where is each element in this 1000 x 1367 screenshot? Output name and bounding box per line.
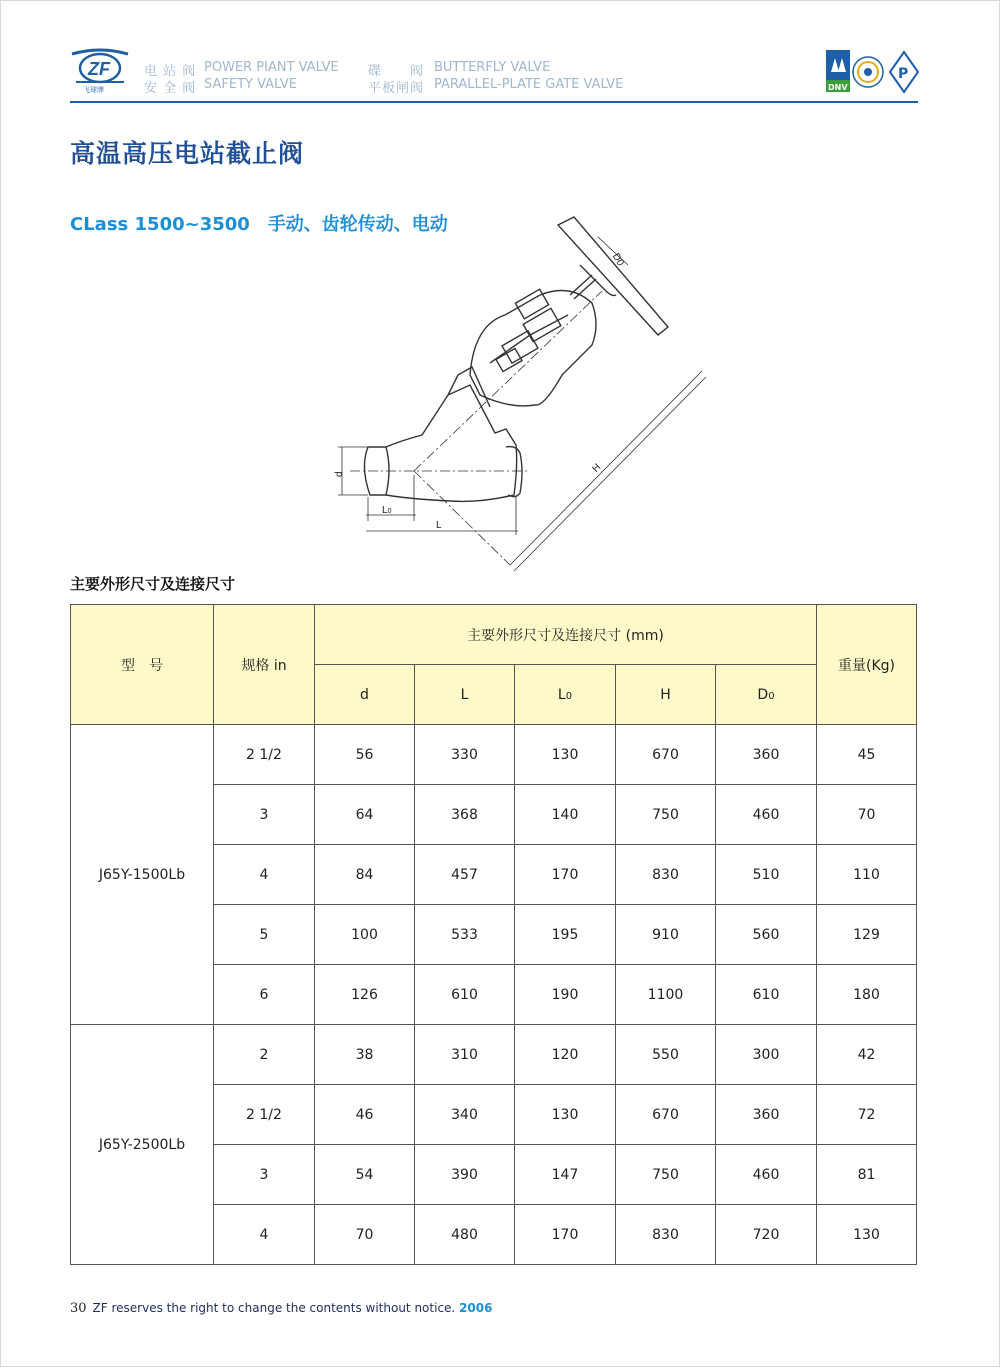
dimension-lines — [338, 237, 706, 571]
table-body — [71, 725, 917, 1265]
header-cn-gate: 平板闸阀 — [368, 81, 425, 96]
model-cell: J65Y-2500Lb — [71, 1025, 214, 1265]
dimension-table — [70, 604, 917, 1265]
header-dimensions-group: 主要外形尺寸及连接尺寸 (mm) — [315, 605, 817, 665]
api-monogram-logo — [890, 52, 918, 92]
certification-logos — [826, 48, 920, 96]
header-en-gate: PARALLEL-PLATE GATE VALVE — [434, 77, 624, 92]
valve-drawing — [330, 195, 730, 580]
page-title: 高温高压电站截止阀 — [70, 139, 305, 168]
cell-d: 56 — [315, 725, 415, 785]
svg-text:ZF: ZF — [88, 59, 110, 79]
cell-d0: 720 — [716, 1205, 817, 1265]
table-section-title: 主要外形尺寸及连接尺寸 — [70, 575, 236, 593]
header-weight: 重量(Kg) — [817, 605, 917, 725]
label-h: H — [590, 461, 604, 475]
cell-size: 4 — [214, 1205, 315, 1265]
cell-l: 340 — [415, 1085, 515, 1145]
cell-h: 750 — [616, 785, 716, 845]
page-number: 30 — [70, 1301, 87, 1316]
cell-weight: 180 — [817, 965, 917, 1025]
cell-d: 70 — [315, 1205, 415, 1265]
cell-size: 2 — [214, 1025, 315, 1085]
header-l: L — [415, 665, 515, 725]
header-en-butterfly: BUTTERFLY VALVE — [434, 60, 551, 75]
cell-weight: 81 — [817, 1145, 917, 1205]
cell-weight: 45 — [817, 725, 917, 785]
logo-brand-text: 飞球牌 — [83, 86, 104, 94]
cell-weight: 129 — [817, 905, 917, 965]
cell-h: 830 — [616, 1205, 716, 1265]
cell-d: 46 — [315, 1085, 415, 1145]
cell-l: 310 — [415, 1025, 515, 1085]
cell-h: 830 — [616, 845, 716, 905]
center-lines — [350, 291, 602, 565]
pressure-class: CLass 1500~3500 — [70, 214, 250, 235]
cell-d0: 510 — [716, 845, 817, 905]
header-model: 型 号 — [71, 605, 214, 725]
footer-year: 2006 — [459, 1301, 493, 1315]
cell-h: 750 — [616, 1145, 716, 1205]
label-d0: D0 — [609, 251, 626, 269]
label-l0: L0 — [382, 505, 392, 516]
cell-d: 100 — [315, 905, 415, 965]
cell-l0: 140 — [515, 785, 616, 845]
cell-weight: 72 — [817, 1085, 917, 1145]
cell-d: 38 — [315, 1025, 415, 1085]
header-cn-safety: 安 全 阀 — [144, 81, 197, 96]
header-d: d — [315, 665, 415, 725]
cell-weight: 110 — [817, 845, 917, 905]
cell-d0: 560 — [716, 905, 817, 965]
cell-l: 368 — [415, 785, 515, 845]
cell-l0: 130 — [515, 1085, 616, 1145]
cell-d0: 360 — [716, 1085, 817, 1145]
cell-d: 54 — [315, 1145, 415, 1205]
cell-size: 4 — [214, 845, 315, 905]
table-row — [71, 1025, 917, 1085]
cell-size: 3 — [214, 785, 315, 845]
cell-size: 2 1/2 — [214, 1085, 315, 1145]
cell-l0: 170 — [515, 845, 616, 905]
cell-l0: 120 — [515, 1025, 616, 1085]
cell-d0: 360 — [716, 725, 817, 785]
cell-h: 910 — [616, 905, 716, 965]
cell-weight: 70 — [817, 785, 917, 845]
cell-h: 550 — [616, 1025, 716, 1085]
header-l0: L0 — [515, 665, 616, 725]
cell-d0: 460 — [716, 1145, 817, 1205]
header-cn-power: 电 站 阀 — [144, 64, 197, 79]
cell-l0: 190 — [515, 965, 616, 1025]
cell-l0: 147 — [515, 1145, 616, 1205]
zf-logo — [70, 44, 130, 94]
cell-l0: 130 — [515, 725, 616, 785]
svg-text:P: P — [898, 66, 909, 82]
header-h: H — [616, 665, 716, 725]
cell-l0: 170 — [515, 1205, 616, 1265]
cell-l: 610 — [415, 965, 515, 1025]
cell-l: 533 — [415, 905, 515, 965]
header-d0: D0 — [716, 665, 817, 725]
header-rule — [70, 101, 918, 103]
cell-size: 5 — [214, 905, 315, 965]
table-row — [71, 725, 917, 785]
label-l: L — [436, 520, 442, 531]
certification-seal — [853, 57, 883, 87]
label-d: d — [334, 471, 345, 477]
cell-l: 390 — [415, 1145, 515, 1205]
cell-d0: 460 — [716, 785, 817, 845]
cell-d: 84 — [315, 845, 415, 905]
model-cell: J65Y-1500Lb — [71, 725, 214, 1025]
cell-l: 330 — [415, 725, 515, 785]
footer-notice: ZF reserves the right to change the contents without notice. — [92, 1301, 456, 1315]
cell-l: 480 — [415, 1205, 515, 1265]
cell-weight: 130 — [817, 1205, 917, 1265]
cell-l: 457 — [415, 845, 515, 905]
cell-weight: 42 — [817, 1025, 917, 1085]
cell-size: 3 — [214, 1145, 315, 1205]
cell-d0: 300 — [716, 1025, 817, 1085]
header-en-power: POWER PIANT VALVE — [204, 60, 339, 75]
cell-h: 670 — [616, 725, 716, 785]
operation-modes: 手动、齿轮传动、电动 — [267, 214, 448, 235]
cell-size: 6 — [214, 965, 315, 1025]
cell-size: 2 1/2 — [214, 725, 315, 785]
cell-d: 64 — [315, 785, 415, 845]
cell-h: 1100 — [616, 965, 716, 1025]
cell-l0: 195 — [515, 905, 616, 965]
header-en-safety: SAFETY VALVE — [204, 77, 297, 92]
header-size: 规格 in — [214, 605, 315, 725]
footer — [70, 1301, 492, 1316]
header-cn-butterfly: 碟 阀 — [368, 64, 425, 79]
dnv-logo — [826, 50, 850, 92]
svg-text:DNV: DNV — [828, 83, 848, 92]
cell-d: 126 — [315, 965, 415, 1025]
cell-h: 670 — [616, 1085, 716, 1145]
cell-d0: 610 — [716, 965, 817, 1025]
